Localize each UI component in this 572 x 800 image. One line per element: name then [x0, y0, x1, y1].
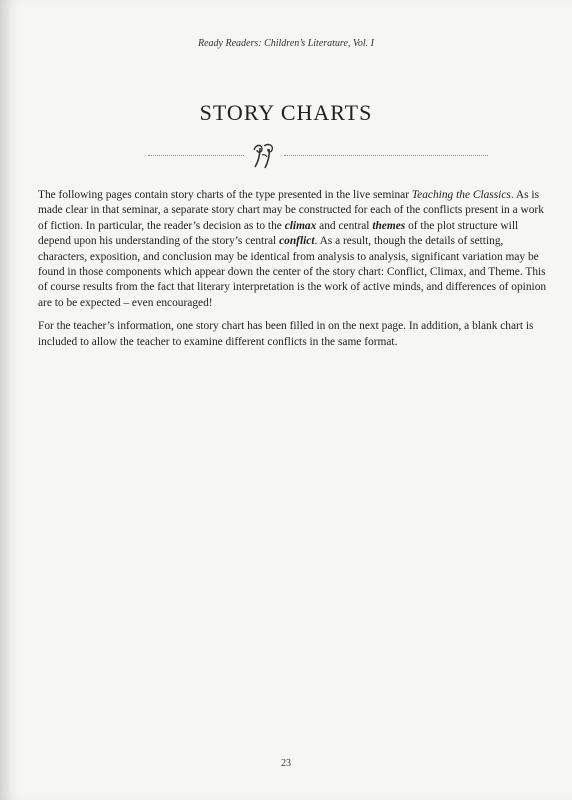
text-span: and central	[316, 219, 373, 232]
page-number: 23	[281, 758, 291, 769]
page-title: STORY CHARTS	[199, 100, 373, 125]
paragraph-teacher-info: For the teacher’s information, one story chart has been filled in on the next page. In addition, a blank chart is included to allow the teacher to examine different conflicts in the same format.	[38, 320, 534, 348]
text-span: . As is made clear in that seminar, a separate story chart may be constructed for each of the conflicts present in a work of fiction. In particular, the reader’s decision as to the	[38, 189, 544, 232]
keyword-conflict: conflict	[279, 235, 315, 248]
divider-rule-left	[148, 155, 244, 156]
keyword-themes: themes	[372, 219, 406, 232]
running-header: Ready Readers: Children’s Literature, Vol. I	[198, 38, 374, 49]
title-divider	[148, 140, 488, 170]
text-span: . As a result, though the details of setting, characters, exposition, and conclusion may be identical from analysis to analysis, significant variation may be found in those components which appear down the center of the story chart: Conflict, Climax, and Theme. This of course results from the fact that literary interpretation is the work of active minds, and differences of opinion are to be expected – even encouraged!	[38, 235, 547, 309]
text-span: of the plot structure will depend upon his understanding of the story’s central	[38, 219, 519, 248]
seminar-title: Teaching the Classics	[411, 189, 511, 201]
body-text	[38, 188, 548, 358]
text-span: The following pages contain story charts of the type presented in the live seminar	[38, 189, 412, 201]
paragraph-intro	[38, 188, 548, 311]
fleuron-ornament-icon	[248, 140, 280, 170]
keyword-climax: climax	[284, 219, 317, 232]
divider-rule-right	[284, 155, 488, 156]
